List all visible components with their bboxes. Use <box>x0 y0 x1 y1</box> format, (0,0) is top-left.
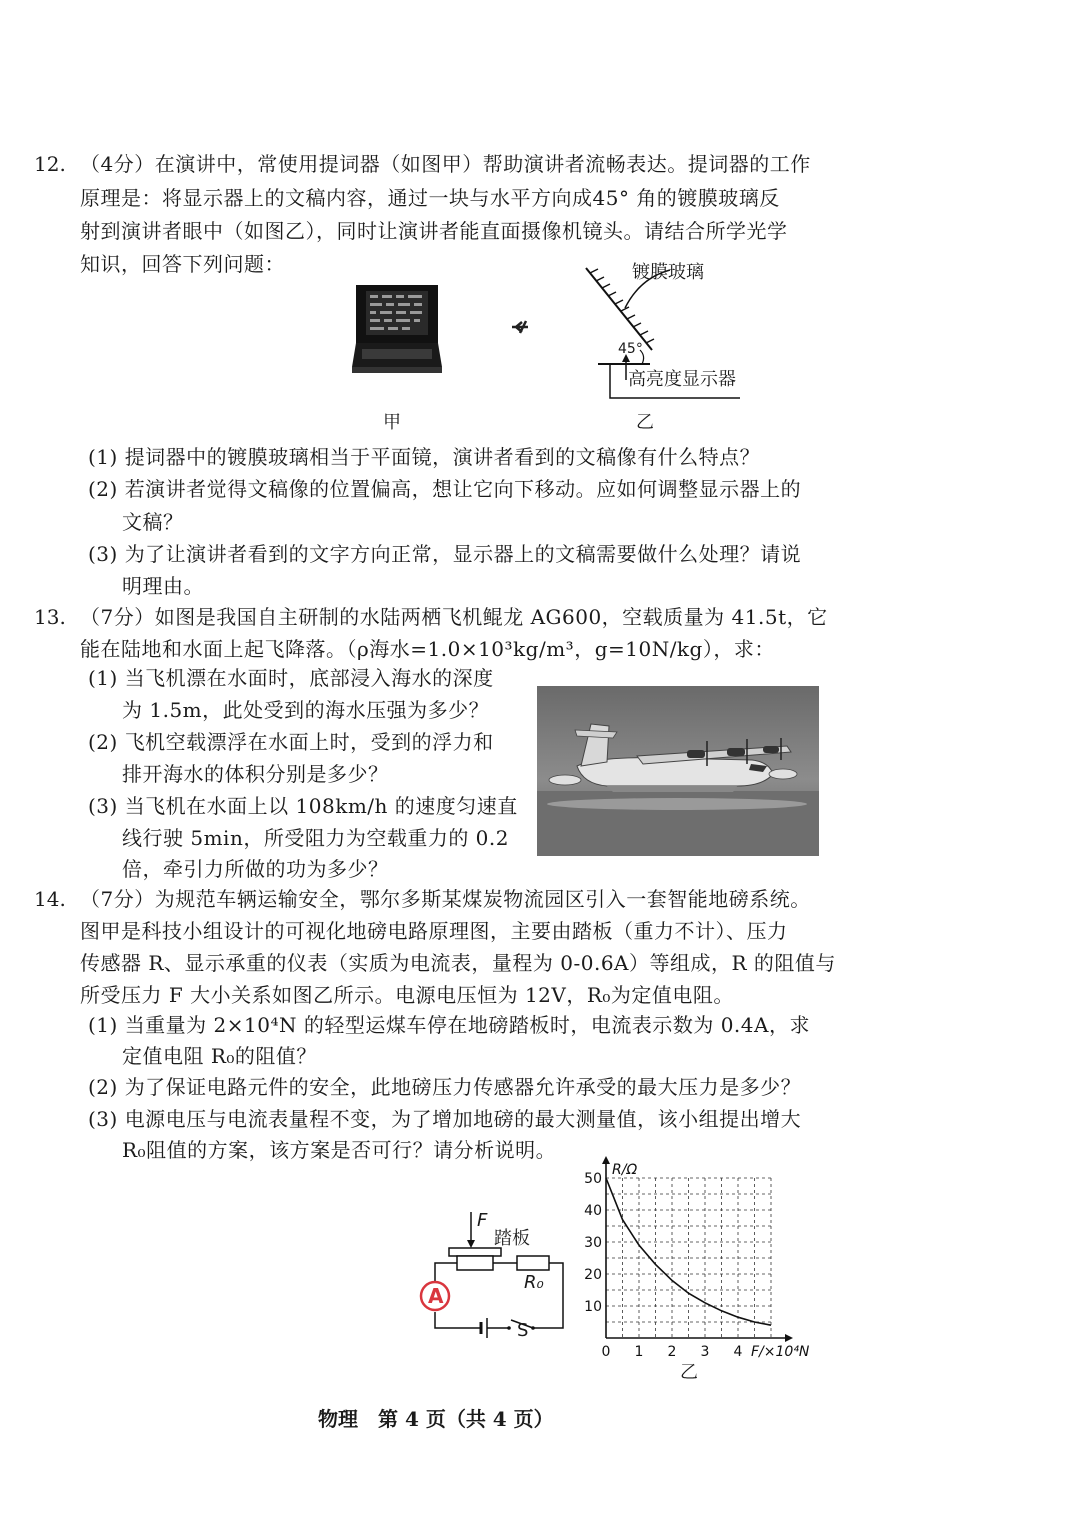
page-footer: 物理 第 4 页（共 4 页） <box>318 1407 554 1431</box>
x-tick-label: 0 <box>601 1344 611 1360</box>
q14-sub-3b: R₀阻值的方案，该方案是否可行？请分析说明。 <box>122 1138 557 1162</box>
q12-line-2: 原理是：将显示器上的文稿内容，通过一块与水平方向成45° 角的镀膜玻璃反 <box>80 186 780 210</box>
circuit-label-A: A <box>428 1284 444 1308</box>
q12-line-3: 射到演讲者眼中（如图乙），同时让演讲者能直面摄像机镜头。请结合所学光学 <box>80 219 788 243</box>
q12-sub-2: (2) 若演讲者觉得文稿像的位置偏高，想让它向下移动。应如何调整显示器上的 <box>88 477 802 501</box>
y-tick-label: 10 <box>584 1299 602 1315</box>
q13-sub-2b: 排开海水的体积分别是多少？ <box>122 762 389 786</box>
q14-line-2: 图甲是科技小组设计的可视化地磅电路原理图，主要由踏板（重力不计）、压力 <box>80 919 788 943</box>
q12-line-1: （4分）在演讲中，常使用提词器（如图甲）帮助演讲者流畅表达。提词器的工作 <box>80 152 811 176</box>
graph-caption: 乙 <box>680 1362 698 1383</box>
y-tick-label: 30 <box>584 1235 602 1251</box>
circuit-label-pedal: 踏板 <box>494 1228 530 1249</box>
y-axis-arrow <box>602 1156 610 1164</box>
x-axis-arrow <box>785 1334 793 1342</box>
seaplane-photo <box>537 686 819 856</box>
arrow-mark-icon <box>510 318 532 336</box>
r-f-graph <box>572 1148 822 1363</box>
x-axis-label: F/×10⁴N <box>751 1344 810 1360</box>
fig-yi-caption: 乙 <box>636 412 654 433</box>
y-tick-label: 20 <box>584 1267 602 1283</box>
q12-sub-3b: 明理由。 <box>122 574 204 598</box>
q13-sub-3: (3) 当飞机在水面上以 108km/h 的速度匀速直 <box>88 794 518 818</box>
resistor-r0 <box>517 1256 549 1270</box>
fig-jia-caption: 甲 <box>383 412 401 433</box>
teleprompter-figure <box>352 283 444 375</box>
q14-sub-1b: 定值电阻 R₀的阻值？ <box>122 1044 317 1068</box>
x-tick-label: 1 <box>634 1344 644 1360</box>
q14-line-3: 传感器 R、显示承重的仪表（实质为电流表，量程为 0-0.6A）等组成，R 的阻值与 <box>80 951 836 975</box>
q14-number: 14. <box>34 887 66 911</box>
q14-sub-3: (3) 电源电压与电流表量程不变，为了增加地磅的最大测量值，该小组提出增大 <box>88 1107 802 1131</box>
q13-sub-3c: 倍，牵引力所做的功为多少？ <box>122 857 389 881</box>
x-tick-label: 2 <box>667 1344 677 1360</box>
q12-line-4: 知识，回答下列问题： <box>80 252 285 276</box>
circuit-label-F: F <box>477 1210 488 1231</box>
x-tick-label: 4 <box>733 1344 743 1360</box>
q13-sub-2: (2) 飞机空载漂浮在水面上时，受到的浮力和 <box>88 730 494 754</box>
q14-line-4: 所受压力 F 大小关系如图乙所示。电源电压恒为 12V，R₀为定值电阻。 <box>80 983 734 1007</box>
y-tick-label: 50 <box>584 1171 602 1187</box>
q13-line-2: 能在陆地和水面上起飞降落。（ρ海水=1.0×10³kg/m³，g=10N/kg），求： <box>80 637 775 661</box>
q12-sub-3: (3) 为了让演讲者看到的文字方向正常，显示器上的文稿需要做什么处理？请说 <box>88 542 802 566</box>
q12-sub-2b: 文稿？ <box>122 510 184 534</box>
y-tick-label: 40 <box>584 1203 602 1219</box>
q13-sub-3b: 线行驶 5min，所受阻力为空载重力的 0.2 <box>122 826 509 850</box>
q12-number: 12. <box>34 152 66 176</box>
q12-sub-1: (1) 提词器中的镀膜玻璃相当于平面镜，演讲者看到的文稿像有什么特点？ <box>88 445 761 469</box>
q13-sub-1b: 为 1.5m，此处受到的海水压强为多少？ <box>122 698 490 722</box>
q13-number: 13. <box>34 605 66 629</box>
q14-sub-1: (1) 当重量为 2×10⁴N 的轻型运煤车停在地磅踏板时，电流表示数为 0.4A，求 <box>88 1013 810 1037</box>
label-glass: 镀膜玻璃 <box>632 262 704 283</box>
label-angle: 45° <box>618 341 643 357</box>
q14-line-1: （7分）为规范车辆运输安全，鄂尔多斯某煤炭物流园区引入一套智能地磅系统。 <box>80 887 811 911</box>
y-axis-label: R/Ω <box>612 1162 638 1178</box>
q14-sub-2: (2) 为了保证电路元件的安全，此地磅压力传感器允许承受的最大压力是多少？ <box>88 1075 802 1099</box>
circuit-label-S: S <box>517 1320 529 1341</box>
q13-sub-1: (1) 当飞机漂在水面时，底部浸入海水的深度 <box>88 666 494 690</box>
circuit-label-R0: R₀ <box>524 1272 544 1293</box>
x-tick-label: 3 <box>700 1344 710 1360</box>
pressure-sensor <box>457 1256 493 1270</box>
q13-line-1: （7分）如图是我国自主研制的水陆两栖飞机鲲龙 AG600，空载质量为 41.5t，它 <box>80 605 828 629</box>
label-display: 高亮度显示器 <box>628 369 736 390</box>
circuit-diagram <box>405 1210 575 1350</box>
